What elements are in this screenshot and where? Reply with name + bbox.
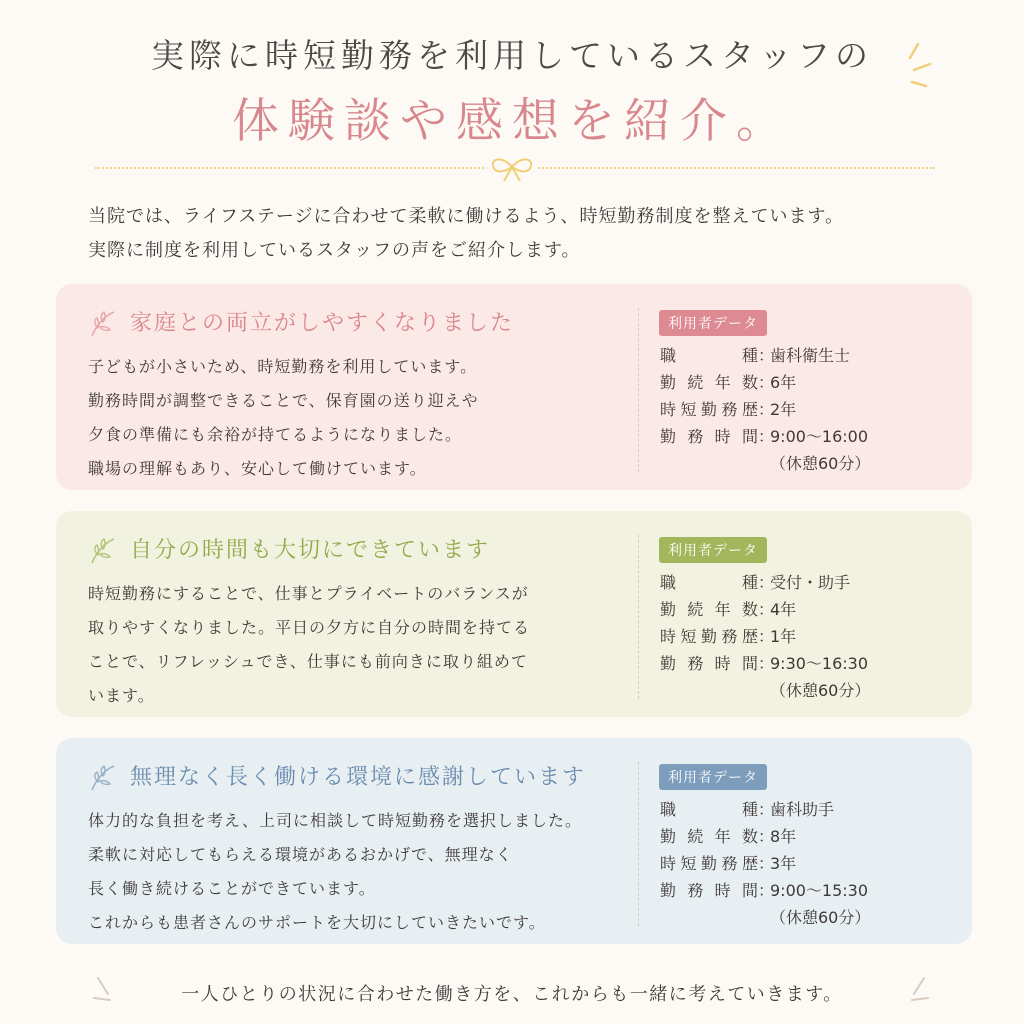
card-body-line: 時短勤務にすることで、仕事とプライベートのバランスが	[88, 584, 529, 603]
data-value-years: 6年	[770, 373, 797, 392]
data-row-break	[660, 450, 960, 477]
data-separator: ：	[758, 346, 775, 365]
data-value-years: 8年	[770, 827, 797, 846]
data-separator: ：	[758, 600, 775, 619]
data-label: 勤続年数	[660, 827, 758, 846]
data-separator: ：	[758, 800, 775, 819]
card-body-line: 体力的な負担を考え、上司に相談して時短勤務を選択しました。	[88, 811, 582, 830]
card-body-line: 柔軟に対応してもらえる環境があるおかげで、無理なく	[88, 845, 513, 864]
data-label: 勤務時間	[660, 654, 758, 673]
data-label: 職種	[660, 573, 758, 592]
data-row-history	[660, 396, 960, 423]
page-subtitle: 実際に時短勤務を利用しているスタッフの	[151, 36, 873, 75]
data-separator: ：	[758, 573, 775, 592]
data-value-history: 1年	[770, 627, 797, 646]
data-row-years	[660, 823, 960, 850]
testimonial-card-2	[56, 511, 972, 717]
data-label: 職種	[660, 800, 758, 819]
data-row-history	[660, 623, 960, 650]
accent-lines-icon	[890, 972, 930, 1004]
data-value-job: 歯科助手	[770, 800, 835, 819]
card-divider	[638, 308, 639, 472]
data-row-job	[660, 342, 960, 369]
intro-text	[88, 200, 958, 268]
data-row-hours	[660, 877, 960, 904]
card-body	[88, 577, 628, 713]
card-body-line: 夕食の準備にも余裕が持てるようになりました。	[88, 425, 463, 444]
card-body-line: 長く働き続けることができています。	[88, 879, 376, 898]
data-value-hours: 9:00～15:30	[770, 881, 869, 900]
data-value-hours: 9:00～16:00	[770, 427, 869, 446]
card-body-line: 勤務時間が調整できることで、保育園の送り迎えや	[88, 391, 479, 410]
card-title: 無理なく長く働ける環境に感謝しています	[130, 765, 587, 790]
user-data	[660, 569, 960, 704]
card-divider	[638, 535, 639, 699]
data-label: 勤続年数	[660, 373, 758, 392]
data-value-hours: 9:30～16:30	[770, 654, 869, 673]
card-body	[88, 350, 628, 486]
data-row-hours	[660, 423, 960, 450]
data-value-history: 2年	[770, 400, 797, 419]
data-row-job	[660, 569, 960, 596]
user-data-badge: 利用者データ	[659, 537, 767, 563]
data-separator: ：	[758, 427, 775, 446]
card-body	[88, 804, 628, 940]
testimonial-card-1	[56, 284, 972, 490]
data-separator: ：	[758, 827, 775, 846]
data-row-job	[660, 796, 960, 823]
data-row-years	[660, 596, 960, 623]
data-label: 時短勤務歴	[660, 854, 758, 873]
data-separator: ：	[758, 373, 775, 392]
user-data	[660, 796, 960, 931]
data-value-history: 3年	[770, 854, 797, 873]
data-separator: ：	[758, 654, 775, 673]
leaf-icon	[86, 762, 118, 794]
data-label: 職種	[660, 346, 758, 365]
data-value-break: （休憩60分）	[770, 454, 871, 473]
user-data	[660, 342, 960, 477]
intro-line: 実際に制度を利用しているスタッフの声をご紹介します。	[88, 240, 581, 261]
data-value-job: 受付・助手	[770, 573, 851, 592]
testimonial-card-3	[56, 738, 972, 944]
leaf-icon	[86, 535, 118, 567]
data-separator: ：	[758, 627, 775, 646]
data-value-years: 4年	[770, 600, 797, 619]
data-label: 時短勤務歴	[660, 627, 758, 646]
sparkle-icon	[900, 40, 940, 100]
data-label: 勤務時間	[660, 427, 758, 446]
leaf-icon	[86, 308, 118, 340]
data-separator: ：	[758, 881, 775, 900]
data-separator: ：	[758, 400, 775, 419]
data-row-years	[660, 369, 960, 396]
data-value-break: （休憩60分）	[770, 908, 871, 927]
data-label: 勤務時間	[660, 881, 758, 900]
card-body-line: います。	[88, 686, 155, 705]
data-row-break	[660, 904, 960, 931]
data-value-job: 歯科衛生士	[770, 346, 851, 365]
data-value-break: （休憩60分）	[770, 681, 871, 700]
card-body-line: これからも患者さんのサポートを大切にしていきたいです。	[88, 913, 546, 932]
footer-message: 一人ひとりの状況に合わせた働き方を、これからも一緒に考えていきます。	[181, 984, 843, 1005]
card-divider	[638, 762, 639, 926]
data-row-break	[660, 677, 960, 704]
user-data-badge: 利用者データ	[659, 310, 767, 336]
intro-line: 当院では、ライフステージに合わせて柔軟に働けるよう、時短勤務制度を整えています。	[88, 206, 845, 227]
card-body-line: ことで、リフレッシュでき、仕事にも前向きに取り組めて	[88, 652, 528, 671]
data-row-hours	[660, 650, 960, 677]
card-body-line: 子どもが小さいため、時短勤務を利用しています。	[88, 357, 478, 376]
page-title: 体験談や感想を紹介。	[232, 94, 792, 149]
card-body-line: 職場の理解もあり、安心して働けています。	[88, 459, 427, 478]
ribbon-bow-icon	[487, 152, 537, 184]
card-body-line: 取りやすくなりました。平日の夕方に自分の時間を持てる	[88, 618, 531, 637]
data-label: 時短勤務歴	[660, 400, 758, 419]
card-title: 自分の時間も大切にできています	[130, 538, 491, 563]
card-title: 家庭との両立がしやすくなりました	[130, 311, 515, 336]
data-label: 勤続年数	[660, 600, 758, 619]
data-separator: ：	[758, 854, 775, 873]
user-data-badge: 利用者データ	[659, 764, 767, 790]
data-row-history	[660, 850, 960, 877]
